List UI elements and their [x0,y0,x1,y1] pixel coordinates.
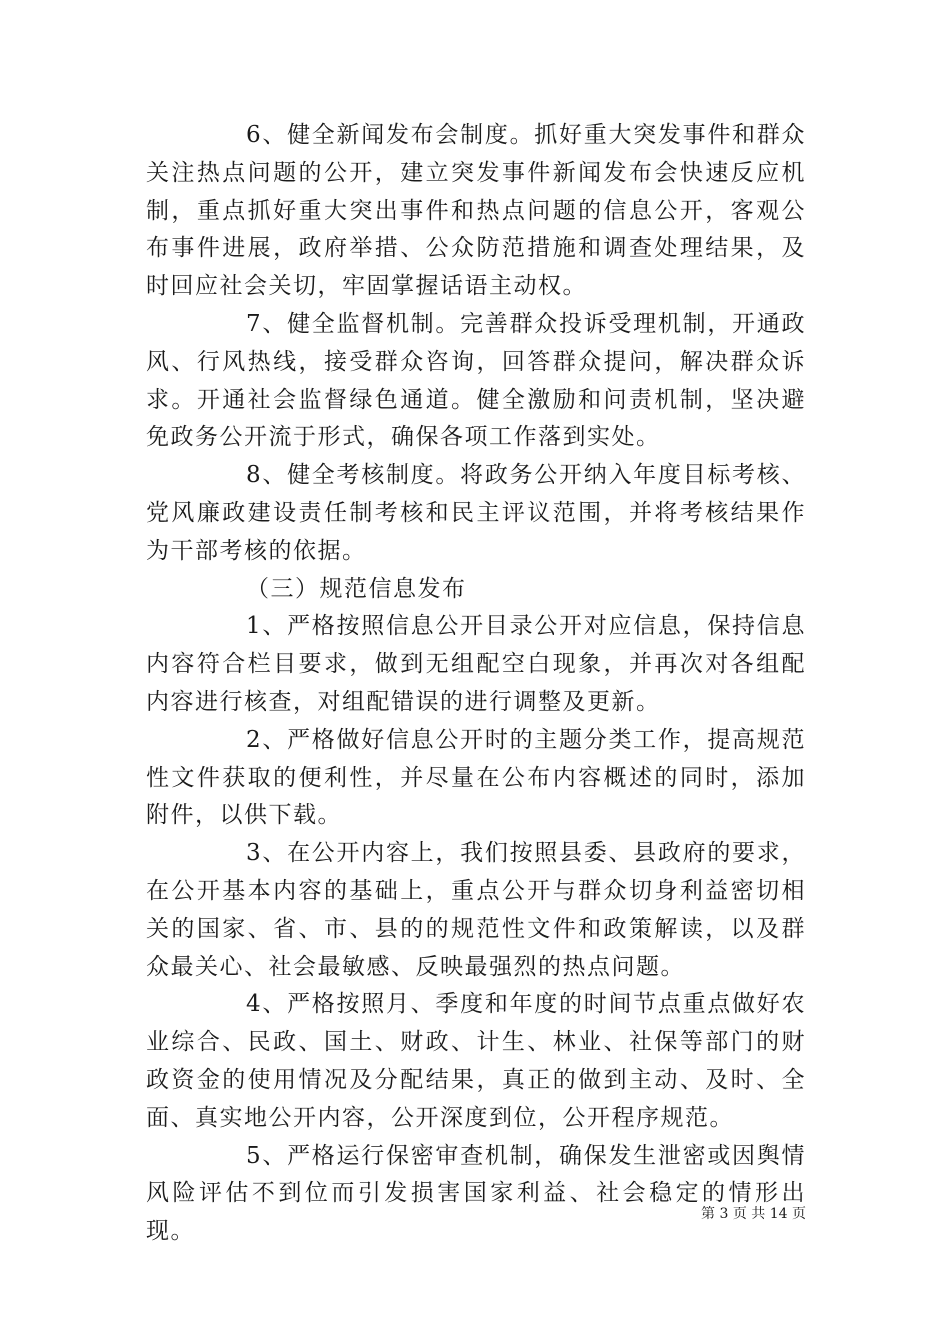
page-number-footer: 第 3 页 共 14 页 [701,1206,806,1222]
section-paragraph-1: 1、严格按照信息公开目录公开对应信息，保持信息内容符合栏目要求，做到无组配空白现象，并再次对各组配内容进行核查，对组配错误的进行调整及更新。 [146,613,806,715]
section-paragraph-2: 2、严格做好信息公开时的主题分类工作，提高规范性文件获取的便利性，并尽量在公布内容概述的同时，添加附件，以供下载。 [146,726,806,829]
section-paragraph-4: 4、严格按照月、季度和年度的时间节点重点做好农业综合、民政、国土、财政、计生、林业、社保等部门的财政资金的使用情况及分配结果，真正的做到主动、及时、全面、真实地公开内容，公开深度到位，公开程序规范。 [146,991,806,1131]
section-paragraph-3: 3、在公开内容上，我们按照县委、县政府的要求，在公开基本内容的基础上，重点公开与群众切身利益密切相关的国家、省、市、县的的规范性文件和政策解读，以及群众最关心、社会最敏感、反映最强烈的热点问题。 [146,840,806,980]
paragraph-8-assessment: 8、健全考核制度。将政务公开纳入年度目标考核、党风廉政建设责任制考核和民主评议范围，并将考核结果作为干部考核的依据。 [146,462,806,564]
document-body [146,117,806,1251]
paragraph-7-supervision: 7、健全监督机制。完善群众投诉受理机制，开通政风、行风热线，接受群众咨询，回答群众提问，解决群众诉求。开通社会监督绿色通道。健全激励和问责机制，坚决避免政务公开流于形式，确保各项工作落到实处。 [146,310,806,451]
section-heading: （三）规范信息发布 [246,575,467,602]
section-paragraph-5: 5、严格运行保密审查机制，确保发生泄密或因舆情风险评估不到位而引发损害国家利益、社会稳定的情形出现。 [146,1142,806,1245]
paragraph-6-press-conference: 6、健全新闻发布会制度。抓好重大突发事件和群众关注热点问题的公开，建立突发事件新闻发布会快速反应机制，重点抓好重大突出事件和热点问题的信息公开，客观公布事件进展，政府举措、公众防范措施和调查处理结果，及时回应社会关切，牢固掌握话语主动权。 [146,122,806,300]
